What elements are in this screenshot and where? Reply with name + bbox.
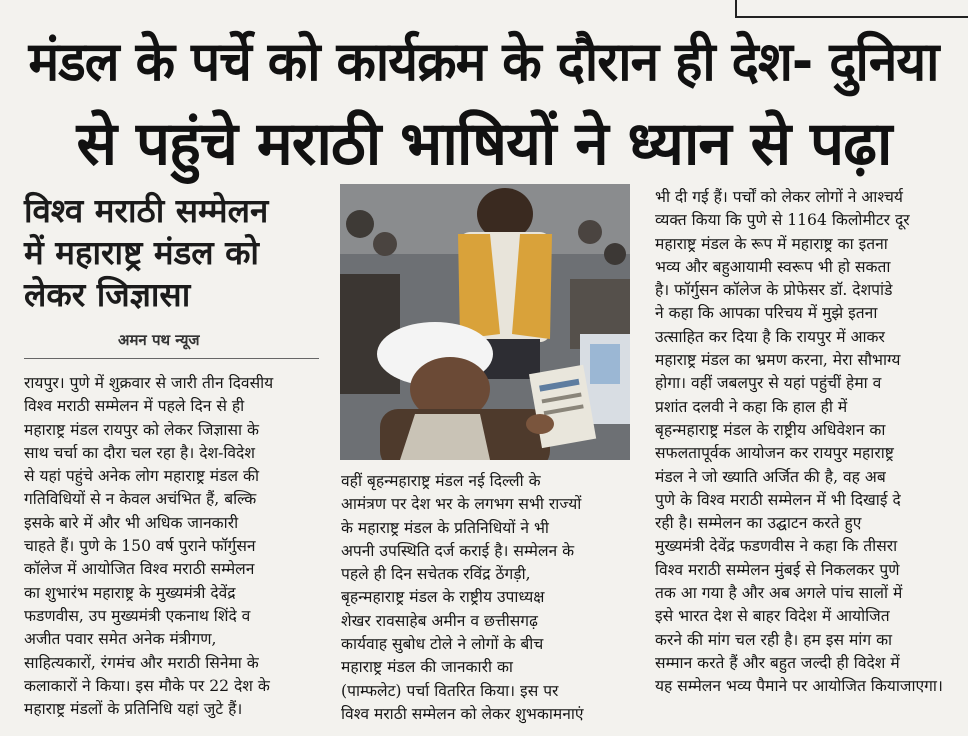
article-line: भव्य और बहुआयामी स्वरूप भी हो सकता bbox=[655, 257, 891, 276]
article-line: के महाराष्ट्र मंडल के प्रतिनिधियों ने भी bbox=[341, 518, 549, 537]
article-line: महाराष्ट्र मंडलों के प्रतिनिधि यहां जुटे हैं। bbox=[24, 700, 243, 719]
article-line: जाएगा। bbox=[899, 677, 943, 696]
article-line: रायपुर। पुणे में शुक्रवार से जारी तीन दिवसीय bbox=[24, 374, 274, 392]
article-line: बृहन्महाराष्ट्र मंडल के राष्ट्रीय अधिवेशन का bbox=[655, 420, 886, 439]
article-line: विश्व मराठी सम्मेलन को लेकर शुभकामनाएं bbox=[341, 704, 584, 723]
article-line: भी दी गई हैं। पर्चों को लेकर लोगों ने आश्चर्य bbox=[655, 188, 903, 206]
article-line: सफलतापूर्वक आयोजन कर रायपुर महाराष्ट्र bbox=[655, 444, 894, 463]
article-line: उत्साहित कर दिया है कि रायपुर में आकर bbox=[655, 327, 885, 346]
article-line: प्रशांत दलवी ने कहा कि हाल ही में bbox=[655, 397, 848, 416]
article-line: से यहां पहुंचे अनेक लोग महाराष्ट्र मंडल की bbox=[24, 467, 259, 486]
article-line: चाहते हैं। पुणे के 150 वर्ष पुराने फॉर्गुसन bbox=[24, 537, 256, 556]
article-line: इसे भारत देश से बाहर विदेश में आयोजित bbox=[655, 607, 890, 626]
article-line: यह सम्मेलन भव्य पैमाने पर आयोजित किया bbox=[655, 677, 900, 696]
news-photo bbox=[340, 184, 630, 460]
article-line: का शुभारंभ महाराष्ट्र के मुख्यमंत्री देवेंद्र bbox=[24, 583, 236, 602]
sub-headline-line: विश्व मराठी सम्मेलन bbox=[24, 191, 269, 230]
article-line: पहले ही दिन सचेतक रविंद्र ठेंगड़ी, bbox=[341, 565, 531, 584]
article-line: कलाकारों ने किया। इस मौके पर 22 देश के bbox=[24, 676, 270, 695]
article-line: (पाम्फलेट) पर्चा वितरित किया। इस पर bbox=[341, 681, 559, 700]
article-line: बृहन्महाराष्ट्र मंडल के राष्ट्रीय उपाध्यक्ष bbox=[341, 588, 545, 607]
article-column-1 bbox=[24, 372, 324, 721]
article-line: है। फॉर्गुसन कॉलेज के प्रोफेसर डॉ. देशपांडे bbox=[655, 281, 893, 300]
article-line: रही है। सम्मेलन का उद्घाटन करते हुए bbox=[655, 514, 862, 533]
article-line: करने की मांग चल रही है। हम इस मांग का bbox=[655, 630, 893, 649]
article-line: गतिविधियों से न केवल अचंभित हैं, बल्कि bbox=[24, 490, 257, 509]
article-line: ने कहा कि आपका परिचय में मुझे इतना bbox=[655, 304, 878, 323]
divider bbox=[24, 358, 319, 359]
article-line: महाराष्ट्र मंडल की जानकारी का bbox=[341, 658, 513, 677]
article-line: महाराष्ट्र मंडल के रूप में महाराष्ट्र का इतना bbox=[655, 234, 888, 253]
article-line: इसके बारे में और भी अधिक जानकारी bbox=[24, 513, 239, 532]
article-line: फडणवीस, उप मुख्यमंत्री एकनाथ शिंदे व bbox=[24, 606, 251, 625]
article-line: साहित्यकारों, रंगमंच और मराठी सिनेमा के bbox=[24, 653, 259, 672]
sub-headline-line: लेकर जिज्ञासा bbox=[24, 275, 191, 314]
byline: अमन पथ न्यूज bbox=[118, 331, 200, 349]
article-line: आमंत्रण पर देश भर के लगभग सभी राज्यों bbox=[341, 495, 582, 514]
article-column-2 bbox=[341, 470, 641, 726]
article-line: अजीत पवार समेत अनेक मंत्रीगण, bbox=[24, 630, 217, 649]
article-line: महाराष्ट्र मंडल रायपुर को लेकर जिज्ञासा के bbox=[24, 420, 259, 439]
article-line: व्यक्त किया कि पुणे से 1164 किलोमीटर दूर bbox=[655, 211, 910, 230]
headline-line-1: मंडल के पर्चे को कार्यक्रम के दौरान ही देश- दुनिया bbox=[28, 30, 939, 93]
article-line: महाराष्ट्र मंडल का भ्रमण करना, मेरा सौभाग्य bbox=[655, 351, 901, 370]
sub-headline-line: में महाराष्ट्र मंडल को bbox=[24, 233, 259, 272]
article-column-3 bbox=[655, 186, 955, 699]
article-line: मंडल ने जो ख्याति अर्जित की है, वह अब bbox=[655, 467, 886, 486]
article-line: सम्मान करते हैं और बहुत जल्दी ही विदेश में bbox=[655, 653, 900, 672]
article-line: शेखर रावसाहेब अमीन व छत्तीसगढ़ bbox=[341, 611, 538, 630]
article-line: विश्व मराठी सम्मेलन में पहले दिन से ही bbox=[24, 397, 245, 416]
article-line: पुणे के विश्व मराठी सम्मेलन में भी दिखाई दे bbox=[655, 490, 901, 509]
photo-illustration bbox=[340, 184, 630, 460]
article-line: अपनी उपस्थिति दर्ज कराई है। सम्मेलन के bbox=[341, 541, 575, 560]
article-line: तक आ गया है और अब अगले पांच सालों में bbox=[655, 584, 903, 603]
sub-headline bbox=[24, 190, 324, 316]
article-line: वहीं बृहन्महाराष्ट्र मंडल नई दिल्ली के bbox=[341, 472, 541, 490]
corner-box bbox=[735, 0, 968, 18]
article-line: विश्व मराठी सम्मेलन मुंबई से निकलकर पुणे bbox=[655, 560, 900, 579]
article-line: कॉलेज में आयोजित विश्व मराठी सम्मेलन bbox=[24, 560, 255, 579]
article-line: होगा। वहीं जबलपुर से यहां पहुंचीं हेमा व bbox=[655, 374, 882, 393]
article-line: कार्यवाह सुबोध टोले ने लोगों के बीच bbox=[341, 635, 544, 654]
headline-line-2: से पहुंचे मराठी भाषियों ने ध्यान से पढ़ा bbox=[76, 109, 892, 179]
article-line: मुख्यमंत्री देवेंद्र फडणवीस ने कहा कि तीसरा bbox=[655, 537, 898, 556]
article-line: साथ चर्चा का दौरा चल रहा है। देश-विदेश bbox=[24, 443, 255, 462]
